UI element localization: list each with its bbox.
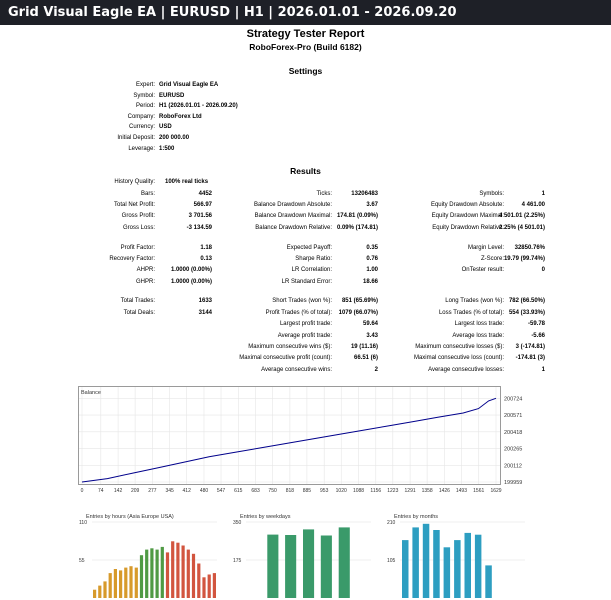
result-label: Average consecutive wins: (261, 367, 332, 373)
result-value: 32850.76% (514, 245, 545, 251)
result-value: 1.0000 (0.00%) (170, 267, 212, 273)
result-value: 4 461.00 (521, 202, 545, 208)
result-value: 66.51 (6) (353, 355, 378, 361)
result-label: Margin Level: (467, 245, 504, 251)
result-label: Gross Loss: (122, 225, 155, 231)
result-label: Short Trades (won %): (272, 298, 332, 304)
x-tick-label: 1088 (352, 488, 365, 494)
x-tick-label: 1291 (404, 488, 416, 494)
result-label: Profit Trades (% of total): (265, 310, 332, 316)
result-value: 1079 (66.07%) (338, 310, 378, 316)
result-value: 0.13 (200, 256, 212, 262)
result-value: 1 (541, 191, 545, 197)
result-value: 1633 (198, 298, 212, 304)
settings-label: Company: (127, 113, 155, 120)
bar (150, 548, 153, 598)
result-label: Maximal consecutive profit (count): (239, 355, 332, 361)
x-tick-label: 615 (234, 488, 243, 494)
x-tick-label: 0 (80, 488, 84, 494)
result-value: -174.81 (3) (515, 355, 545, 361)
y-tick-label: 105 (387, 558, 396, 564)
bar (114, 569, 117, 598)
bar (119, 570, 122, 598)
result-value: 1.18 (200, 245, 212, 251)
chart-title: Entries by hours (Asia Europe USA) (86, 514, 174, 520)
x-tick-label: 547 (216, 488, 226, 494)
x-tick-label: 142 (113, 488, 123, 494)
x-tick-label: 345 (165, 488, 174, 494)
bar (103, 581, 106, 598)
entries-by-months-chart (386, 510, 529, 600)
result-label: Equity Drawdown Relative: (432, 225, 504, 231)
result-label: Average consecutive losses: (428, 367, 504, 373)
chart-title: Entries by months (394, 514, 439, 520)
x-tick-label: 750 (268, 488, 277, 494)
x-tick-label: 1223 (387, 488, 399, 494)
y-tick-label: 55 (79, 558, 85, 564)
result-value: 2.25% (4 501.01) (498, 225, 545, 231)
result-label: Average loss trade: (452, 333, 504, 339)
bar (156, 550, 159, 598)
result-label: Maximum consecutive wins ($): (248, 344, 332, 350)
settings-value: RoboForex Ltd (159, 113, 202, 120)
y-tick-label: 350 (233, 520, 242, 526)
result-value: 13206483 (351, 191, 378, 197)
bar (197, 564, 200, 599)
result-label: Expected Payoff: (286, 245, 332, 251)
bar (145, 550, 148, 598)
bar (402, 540, 409, 598)
bar (202, 577, 205, 598)
result-label: Gross Profit: (121, 213, 155, 219)
result-value: 0 (541, 267, 545, 273)
bar (433, 530, 440, 598)
result-label: GHPR: (135, 279, 155, 285)
result-value: 3.67 (366, 202, 378, 208)
settings-value: EURUSD (159, 92, 185, 99)
y-tick-label: 200112 (504, 463, 522, 470)
x-tick-label: 412 (182, 488, 191, 494)
settings-value: H1 (2026.01.01 - 2026.09.20) (159, 103, 238, 110)
result-label: Balance Drawdown Maximal: (254, 213, 332, 219)
result-value: 3144 (198, 310, 212, 316)
result-label: Long Trades (won %): (445, 298, 504, 304)
results-heading: Results (290, 166, 321, 176)
result-label: Symbols: (479, 191, 504, 197)
x-tick-label: 480 (199, 488, 209, 494)
x-tick-label: 1561 (473, 488, 485, 494)
bar (303, 529, 314, 598)
result-value: 19 (11.16) (350, 344, 378, 350)
result-label: Total Net Profit: (113, 202, 155, 208)
bar (454, 540, 461, 598)
chart-title: Entries by weekdays (240, 514, 291, 520)
result-value: 1.00 (366, 267, 378, 273)
bar (182, 546, 185, 599)
x-tick-label: 209 (130, 488, 140, 494)
settings-value: 200 000.00 (159, 135, 190, 141)
settings-label: Initial Deposit: (117, 135, 155, 141)
result-label: LR Standard Error: (281, 279, 332, 285)
bar (93, 590, 96, 598)
bar (192, 554, 195, 598)
result-value: 851 (65.69%) (341, 298, 378, 304)
bar (161, 547, 164, 598)
chart-title: Balance (81, 390, 101, 396)
bar (423, 524, 430, 598)
result-label: Average profit trade: (277, 333, 332, 339)
x-tick-label: 277 (148, 488, 157, 494)
bar (98, 586, 101, 598)
x-tick-label: 885 (302, 488, 312, 494)
y-tick-label: 199959 (504, 480, 523, 486)
bar (485, 565, 492, 598)
result-label: Bars: (140, 191, 155, 197)
x-tick-label: 1629 (490, 488, 502, 494)
result-value: 18.66 (362, 279, 378, 285)
settings-label: Currency: (128, 124, 155, 131)
result-value: 1.0000 (0.00%) (170, 279, 212, 285)
result-value: 566.97 (193, 202, 212, 208)
x-tick-label: 1156 (370, 488, 382, 494)
y-tick-label: 200418 (504, 429, 523, 436)
result-value: 3.43 (366, 333, 378, 339)
bar (176, 543, 179, 598)
bar (213, 573, 216, 598)
result-value: 100% real ticks (165, 179, 209, 185)
bar (171, 541, 174, 598)
report-subtitle: RoboForex-Pro (Build 6182) (249, 42, 362, 52)
bar (285, 535, 296, 598)
plot-frame (79, 387, 501, 485)
x-tick-label: 1020 (335, 488, 347, 494)
bar (475, 535, 482, 598)
result-value: 59.64 (362, 321, 378, 327)
settings-label: Period: (135, 103, 155, 110)
bar (109, 573, 112, 598)
result-label: Z-Score: (480, 256, 504, 262)
y-tick-label: 200571 (504, 413, 523, 420)
settings-heading: Settings (288, 66, 323, 76)
entries-by-hours-chart (78, 510, 221, 600)
settings-label: Symbol: (133, 92, 155, 99)
bar (135, 568, 138, 598)
bar (166, 552, 169, 598)
result-value: 0.35 (366, 245, 378, 251)
result-value: 2 (374, 367, 378, 373)
settings-value: USD (159, 124, 172, 131)
result-label: Loss Trades (% of total): (438, 310, 504, 316)
balance-chart-svg (78, 386, 532, 496)
result-label: Total Deals: (123, 310, 155, 316)
result-value: 4 501.01 (2.25%) (498, 213, 545, 219)
result-label: Maximum consecutive losses ($): (415, 344, 504, 350)
result-label: Equity Drawdown Absolute: (430, 202, 504, 208)
result-value: 3 701.56 (188, 213, 212, 219)
bar (267, 535, 278, 598)
report-title: Strategy Tester Report (246, 28, 365, 40)
x-tick-label: 953 (320, 488, 329, 494)
settings-value: 1:500 (159, 145, 175, 152)
result-label: AHPR: (136, 267, 155, 273)
bar (140, 555, 143, 598)
result-value: 19.79 (99.74%) (503, 256, 545, 262)
result-label: LR Correlation: (291, 267, 332, 273)
y-tick-label: 175 (233, 558, 242, 564)
result-label: Largest profit trade: (279, 321, 332, 327)
result-label: Equity Drawdown Maximal: (431, 213, 504, 219)
result-value: 0.09% (174.81) (336, 225, 378, 231)
result-value: 174.81 (0.09%) (336, 213, 378, 219)
bar (444, 547, 451, 598)
result-value: 3 (-174.81) (515, 344, 545, 350)
bar (339, 527, 350, 598)
bar (187, 550, 190, 598)
result-value: 554 (33.93%) (508, 310, 545, 316)
y-tick-label: 210 (387, 520, 396, 526)
x-tick-label: 74 (98, 488, 104, 494)
result-label: Maximal consecutive loss (count): (413, 355, 504, 361)
bar (321, 536, 332, 599)
result-label: Balance Drawdown Relative: (255, 225, 332, 231)
window-title: Grid Visual Eagle EA | EURUSD | H1 | 2026.01.01 - 2026.09.20 (0, 0, 611, 25)
y-tick-label: 110 (79, 520, 87, 526)
result-label: Balance Drawdown Absolute: (253, 202, 332, 208)
result-label: Ticks: (316, 191, 332, 197)
bar (124, 568, 127, 598)
result-label: Sharpe Ratio: (295, 256, 332, 262)
result-value: 782 (66.50%) (508, 298, 545, 304)
result-value: -3 134.59 (186, 225, 212, 231)
result-label: Recovery Factor: (109, 256, 155, 262)
bar (412, 527, 419, 598)
result-value: -59.78 (527, 321, 545, 327)
bar (129, 566, 132, 598)
result-label: OnTester result: (461, 267, 504, 273)
x-tick-label: 818 (285, 488, 295, 494)
result-label: Profit Factor: (120, 245, 155, 251)
balance-chart (78, 386, 532, 496)
x-tick-label: 1493 (455, 488, 467, 494)
result-label: Largest loss trade: (454, 321, 504, 327)
x-tick-label: 1426 (438, 488, 450, 494)
result-value: 4452 (198, 191, 212, 197)
result-value: 0.76 (366, 256, 378, 262)
result-value: -5.66 (531, 333, 545, 339)
bar (465, 533, 472, 598)
x-tick-label: 683 (251, 488, 260, 494)
settings-label: Leverage: (128, 145, 155, 152)
entries-by-weekdays-chart (232, 510, 375, 600)
y-tick-label: 200265 (504, 446, 523, 453)
y-tick-label: 200724 (504, 396, 523, 403)
result-label: Total Trades: (120, 298, 155, 304)
settings-value: Grid Visual Eagle EA (159, 82, 219, 88)
x-tick-label: 1358 (421, 488, 433, 494)
result-value: 1 (541, 367, 545, 373)
bar (208, 575, 211, 599)
result-label: History Quality: (114, 179, 155, 185)
settings-label: Expert: (135, 82, 155, 88)
